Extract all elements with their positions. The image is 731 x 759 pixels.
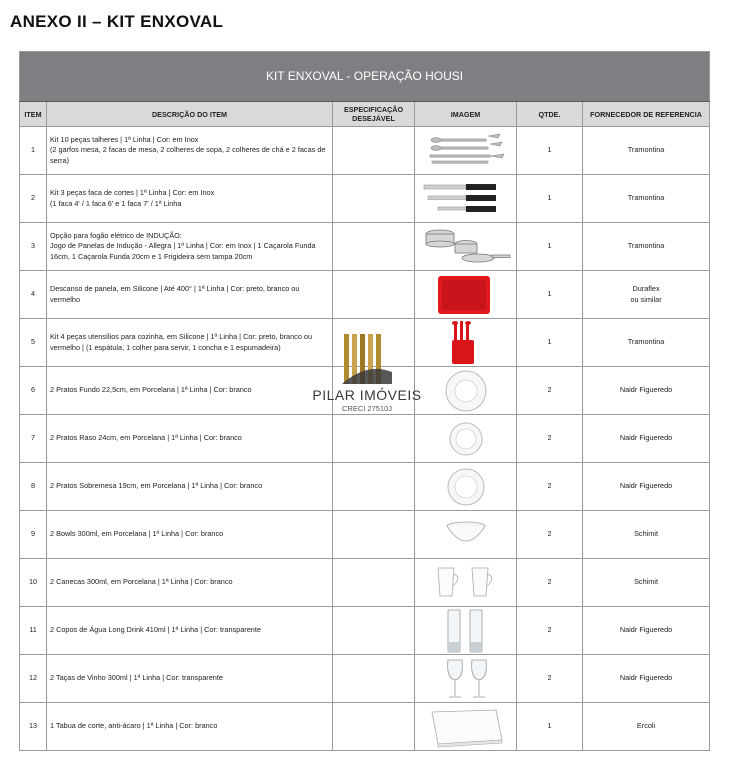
cell-qty: 1 (517, 223, 583, 271)
cell-supplier: Naidr Figueredo (583, 655, 710, 703)
table-row (20, 367, 710, 415)
watermark-creci: CRECI 27510J (341, 404, 393, 413)
table-row (20, 223, 710, 271)
cell-item: 2 (20, 175, 47, 223)
cell-image (415, 607, 517, 655)
table-row (20, 415, 710, 463)
pans-icon (418, 224, 514, 270)
table-row (20, 511, 710, 559)
cell-image (415, 463, 517, 511)
table-row (20, 655, 710, 703)
cell-qty: 1 (517, 271, 583, 319)
cell-image (415, 655, 517, 703)
cell-spec (333, 271, 415, 319)
cell-qty: 2 (517, 655, 583, 703)
cell-image (415, 559, 517, 607)
cell-supplier: Naidr Figueredo (583, 367, 710, 415)
table-row (20, 607, 710, 655)
flat-plate-icon (418, 416, 514, 462)
cell-qty: 2 (517, 415, 583, 463)
cell-description: 2 Taças de Vinho 300ml | 1ª Linha | Cor: transparente (47, 655, 333, 703)
col-header-spec: ESPECIFICAÇÃO DESEJÁVEL (333, 102, 415, 127)
cell-spec (333, 511, 415, 559)
cell-qty: 1 (517, 127, 583, 175)
table-row (20, 271, 710, 319)
cell-image (415, 319, 517, 367)
header-row (20, 102, 710, 127)
cell-spec (333, 175, 415, 223)
mugs-icon (418, 560, 514, 606)
cell-qty: 2 (517, 367, 583, 415)
cell-description: 2 Pratos Fundo 22,5cm, em Porcelana | 1ª Linha | Cor: branco (47, 367, 333, 415)
cell-qty: 2 (517, 511, 583, 559)
cell-spec (333, 127, 415, 175)
table-row (20, 559, 710, 607)
cell-description: Kit 10 peças talheres | 1ª Linha | Cor: em Inox (2 garfos mesa, 2 facas de mesa, 2 colheres de sopa, 2 colheres de chá e 2 facas de serra) (47, 127, 333, 175)
cell-supplier: Schimit (583, 511, 710, 559)
deep-plate-icon (418, 368, 514, 414)
cell-spec (333, 607, 415, 655)
cell-item: 11 (20, 607, 47, 655)
cell-description: Kit 3 peças faca de cortes | 1ª Linha | Cor: em Inox (1 faca 4' / 1 faca 6' e 1 faca 7' / 1ª Linha (47, 175, 333, 223)
col-header-image: IMAGEM (415, 102, 517, 127)
cell-image (415, 415, 517, 463)
table-row (20, 127, 710, 175)
wine-glasses-icon (418, 656, 514, 702)
table-row (20, 703, 710, 751)
col-header-description: DESCRIÇÃO DO ITEM (47, 102, 333, 127)
cell-supplier: Ercoli (583, 703, 710, 751)
table-row (20, 319, 710, 367)
cell-supplier: Duraflex ou similar (583, 271, 710, 319)
knives-icon (418, 176, 514, 222)
cell-supplier: Tramontina (583, 223, 710, 271)
cell-item: 3 (20, 223, 47, 271)
cell-supplier: Tramontina (583, 175, 710, 223)
cell-spec (333, 703, 415, 751)
cell-spec (333, 415, 415, 463)
cell-image (415, 367, 517, 415)
cell-supplier: Naidr Figueredo (583, 607, 710, 655)
cell-item: 13 (20, 703, 47, 751)
cell-supplier: Schimit (583, 559, 710, 607)
cell-image (415, 127, 517, 175)
table-row (20, 463, 710, 511)
cell-description: 2 Bowls 300ml, em Porcelana | 1ª Linha | Cor: branco (47, 511, 333, 559)
cell-qty: 2 (517, 559, 583, 607)
cell-supplier: Tramontina (583, 127, 710, 175)
table-row (20, 175, 710, 223)
cell-supplier: Naidr Figueredo (583, 463, 710, 511)
cell-description: 2 Pratos Raso 24cm, em Porcelana | 1ª Linha | Cor: branco (47, 415, 333, 463)
col-header-qty: QTDE. (517, 102, 583, 127)
cell-supplier: Naidr Figueredo (583, 415, 710, 463)
trivet-icon (418, 272, 514, 318)
cell-spec (333, 463, 415, 511)
cell-description: 2 Copos de Água Long Drink 410ml | 1ª Linha | Cor: transparente (47, 607, 333, 655)
cell-item: 5 (20, 319, 47, 367)
cell-item: 10 (20, 559, 47, 607)
cutting-board-icon (418, 704, 514, 750)
col-header-supplier: FORNECEDOR DE REFERENCIA (583, 102, 710, 127)
document-title: ANEXO II – KIT ENXOVAL (10, 12, 224, 31)
cell-image (415, 511, 517, 559)
table-banner: KIT ENXOVAL - OPERAÇÃO HOUSI (20, 52, 710, 102)
cell-description: 1 Tabua de corte, anti-ácaro | 1ª Linha | Cor: branco (47, 703, 333, 751)
cell-item: 9 (20, 511, 47, 559)
watermark-name: PILAR IMÓVEIS (312, 387, 422, 403)
cell-qty: 1 (517, 703, 583, 751)
col-header-item: ITEM (20, 102, 47, 127)
cell-qty: 1 (517, 175, 583, 223)
cutlery-icon (418, 128, 514, 174)
cell-image (415, 223, 517, 271)
cell-image (415, 271, 517, 319)
cell-description: Kit 4 peças utensílios para cozinha, em Silicone | 1ª Linha | Cor: preto, branco ou vermelho | (1 espátula, 1 colher para servir, 1 concha e 1 espumadeira) (47, 319, 333, 367)
bowl-icon (418, 512, 514, 558)
cell-qty: 2 (517, 463, 583, 511)
cell-description: Opção para fogão elétrico de INDUÇÃO: Jogo de Panelas de Indução - Allegra | 1ª Linha | Cor: em Inox | 1 Caçarola Funda 16cm, 1 Caçarola Funda 20cm e 1 Frigideira sem tampa 20cm (47, 223, 333, 271)
cell-spec (333, 655, 415, 703)
dessert-plate-icon (418, 464, 514, 510)
cell-supplier: Tramontina (583, 319, 710, 367)
cell-description: 2 Pratos Sobremesa 19cm, em Porcelana | 1ª Linha | Cor: branco (47, 463, 333, 511)
cell-spec (333, 559, 415, 607)
cell-spec (333, 223, 415, 271)
cell-description: Descanso de panela, em Silicone | Até 400° | 1ª Linha | Cor: preto, branco ou vermelho (47, 271, 333, 319)
cell-item: 4 (20, 271, 47, 319)
cell-item: 12 (20, 655, 47, 703)
glasses-icon (418, 608, 514, 654)
cell-spec (333, 319, 415, 367)
cell-qty: 2 (517, 607, 583, 655)
cell-image (415, 175, 517, 223)
cell-item: 7 (20, 415, 47, 463)
kit-table (19, 51, 710, 751)
cell-item: 8 (20, 463, 47, 511)
cell-spec (333, 367, 415, 415)
cell-item: 1 (20, 127, 47, 175)
utensils-icon (418, 320, 514, 366)
cell-qty: 1 (517, 319, 583, 367)
cell-item: 6 (20, 367, 47, 415)
cell-description: 2 Canecas 300ml, em Porcelana | 1ª Linha | Cor: branco (47, 559, 333, 607)
cell-image (415, 703, 517, 751)
